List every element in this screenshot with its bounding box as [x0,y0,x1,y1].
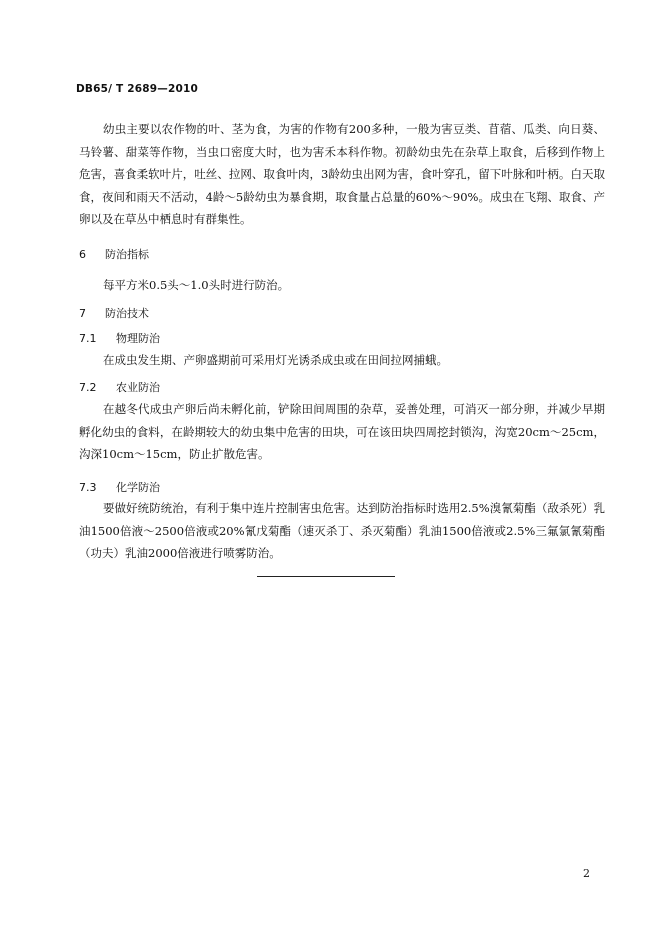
standard-code-header: DB65/ T 2689—2010 [76,83,198,95]
end-of-text-rule [257,576,395,577]
larva-description-paragraph: 幼虫主要以农作物的叶、茎为食，为害的作物有200多种，一般为害豆类、苜蓿、瓜类、向日葵、马铃薯、甜菜等作物，当虫口密度大时，也为害禾本科作物。初龄幼虫先在杂草上取食，后移到作物上危害，喜食柔软叶片，吐丝、拉网、取食叶肉，3龄幼虫出网为害，食叶穿孔，留下叶脉和叶柄。白天取食，夜间和雨天不活动，4龄～5龄幼虫为暴食期，取食量占总量的60%～90%。成虫在飞翔、取食、产卵以及在草丛中栖息时有群集性。 [79,122,605,226]
section-7-1-number: 7.1 [79,332,97,345]
section-7-title: 防治技术 [105,307,149,320]
section-6-number: 6 [79,248,86,261]
section-7-3-text: 要做好统防统治，有利于集中连片控制害虫危害。达到防治指标时选用2.5%溴氰菊酯（敌杀死）乳油1500倍液～2500倍液或20%氰戊菊酯（速灭杀丁、杀灭菊酯）乳油1500倍液或2.5%三氟氯氰菊酯（功夫）乳油2000倍液进行喷雾防治。 [79,501,605,560]
section-7-1-heading [79,330,160,346]
section-6-text: 每平方米0.5头～1.0头时进行防治。 [103,278,290,292]
section-7-2-title: 农业防治 [116,381,160,394]
section-7-2-text: 在越冬代成虫产卵后尚未孵化前，铲除田间周围的杂草，妥善处理，可消灭一部分卵，并减少早期孵化幼虫的食料，在龄期较大的幼虫集中危害的田块，可在该田块四周挖封锁沟，沟宽20cm～25cm，沟深10cm～15cm，防止扩散危害。 [79,402,605,461]
section-7-number: 7 [79,307,86,320]
section-7-heading [79,305,149,321]
section-6-heading [79,246,149,262]
section-7-1-title: 物理防治 [116,332,160,345]
page-number: 2 [583,867,590,880]
section-7-2-number: 7.2 [79,381,97,394]
section-7-3-heading [79,479,160,495]
section-7-3-number: 7.3 [79,481,97,494]
section-7-2-heading [79,379,160,395]
section-7-3-title: 化学防治 [116,481,160,494]
section-6-title: 防治指标 [105,248,149,261]
section-7-1-text: 在成虫发生期、产卵盛期前可采用灯光诱杀成虫或在田间拉网捕蛾。 [103,353,448,367]
